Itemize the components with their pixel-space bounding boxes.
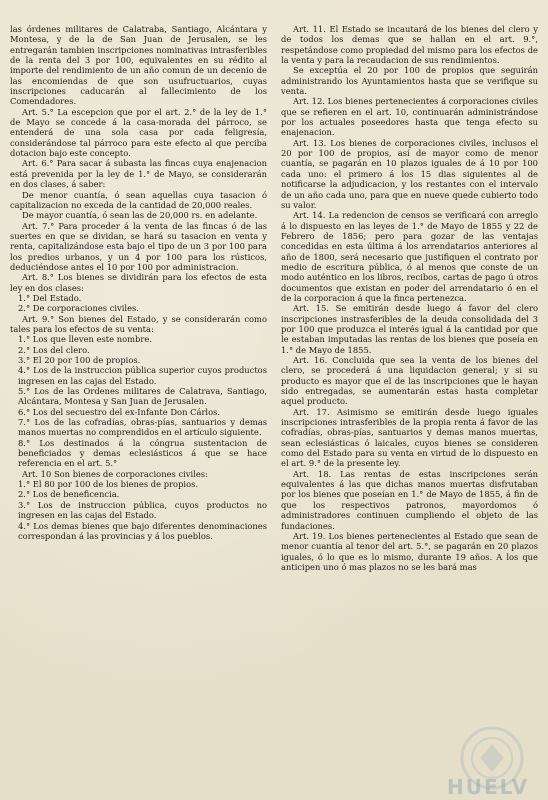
paragraph: Art. 19. Los bienes pertenecientes al Estado que sean de menor cuantía al tenor del art. 5.°, se pagarán en 20 plazos iguales, ó lo que es lo mismo, durante 19 años. A los que anticipen uno ó mas plazos no se les bará mas xyxy=(281,530,538,572)
paragraph: 8.° Los destinados á la cóngrua sustentacion de beneficiados y demas eclesiásticos á que se hace referencia en el art. 5.° xyxy=(18,437,267,469)
paragraph: Art. 18. Las rentas de estas inscripciones serán equivalentes á las que dichas manos muertas disfrutaban por los bienes que poseían en 1.° de Mayo de 1855, á fin de que los respectivos patronos, mayordomos ó administradores continuen cumpliendo el objeto de las fundaciones. xyxy=(281,468,538,531)
paragraph: Art. 13. Los bienes de corporaciones civiles, inclusos el 20 por 100 de propios, así de mayor como de menor cuantía, se pagarán en 10 plazos iguales de á 10 por 100 cada uno: el primero á los 15 dias siguientes al de notificarse la adjudicacion, y los restantes con el intervalo de un año cada uno, para que en nueve quede cubierto todo su valor. xyxy=(281,137,538,210)
paragraph: Art. 5.° La escepcion que por el art. 2.° de la ley de 1.° de Mayo se concede á la casa-morada del párroco, se entenderá de una sola casa por cada feligresía, considerándose tal párroco para este efecto al que perciba dotacion bajo este concepto. xyxy=(10,106,267,159)
paragraph: las órdenes militares de Calatraba, Santiago, Alcántara y Montesa, y de la de San Juan de Jerusalen, se les entregarán tambien inscripciones nominativas intrasferibles de la renta del 3 por 100, equivalentes en su rédito al importe del rendimiento de un año comun de un decenio de las encomiendas de que son usufructuarios, cuyas inscripciones caducarán al fallecimiento de los Comendadores. xyxy=(10,24,267,107)
paragraph: 1.° El 80 por 100 de los bienes de propios. xyxy=(18,479,199,490)
paragraph: Art. 17. Asimismo se emitirán desde luego iguales inscripciones intrasferibles de la propia renta á favor de las cofradías, obras-pías, santuarios y demas manos muertas, sean eclesiásticas ó laicales, cuyos bienes se consideren como del Estado para su venta en virtud de lo dispuesto en el art. 9.° de la presente ley. xyxy=(281,406,538,469)
paragraph: 3.° El 20 por 100 de propios. xyxy=(18,355,141,365)
paragraph: 4.° Los de la instruccion pública superior cuyos productos ingresen en las cajas del Estado. xyxy=(18,365,267,386)
paragraph: 2.° Los del clero. xyxy=(18,344,90,355)
paragraph: 5.° Los de las Ordenes militares de Calatrava, Santiago, Alcántara, Montesa y San Juan de Jerusalen. xyxy=(18,386,267,407)
paragraph: Art. 16. Concluida que sea la venta de los bienes del clero, se procederá á una liquidacion general; y si su producto es mayor que el de las inscripciones que le hayan sido entregadas, se aumentarán estas hasta completar aquel producto. xyxy=(281,355,538,407)
paragraph: De menor cuantía, ó sean aquellas cuya tasacion ó capitalizacion no exceda de la cantidad de 20,000 reales. xyxy=(10,189,267,210)
paragraph: De mayor cuantía, ó sean las de 20,000 rs. en adelante. xyxy=(22,210,258,221)
paragraph: 2.° De corporaciones civiles. xyxy=(18,303,139,314)
paragraph: Se exceptúa el 20 por 100 de propios que seguirán administrando los Ayuntamientos hasta que se verifique su venta. xyxy=(281,65,538,97)
paragraph: 1.° Los que lleven este nombre. xyxy=(18,334,152,345)
paragraph: 3.° Los de instruccion pública, cuyos productos no ingresen en las cajas del Estado. xyxy=(18,499,267,521)
paragraph: Art. 6.° Para sacar á subasta las fincas cuya enajenacion está prevenida por la ley de 1.° de Mayo, se considerarán en dos clases, á saber: xyxy=(10,158,267,190)
paragraph: Art. 14. La redencion de censos se verificará con arreglo á lo dispuesto en las leyes de 1.° de Mayo de 1855 y 22 de Febrero de 1856; pero para gozar de las ventajas concedidas en esta última á los arrendatarios anteriores al año de 1800, será necesario que justifiquen el contrato por medio de escritura pública, ó al menos que conste de un modo auténtico en los libros, recibos, cartas de pago ú otros documentos que existan en poder del arrendatario ó en el de la corporacion á que la finca pertenezca. xyxy=(281,210,538,303)
paragraph: Art. 11. El Estado se incautará de los bienes del clero y de todos los demas que se hallan en el art. 9.°, respetándose como propiedad del mismo para los efectos de la venta y para la recaudacion de sus rendimientos. xyxy=(281,24,538,66)
left-column xyxy=(10,24,267,541)
paragraph: 1.° Del Estado. xyxy=(18,292,82,303)
paragraph: 4.° Los demas bienes que bajo diferentes denominaciones correspondan á las provincias y á los pueblos. xyxy=(18,520,267,541)
paragraph: Art. 10 Son bienes de corporaciones civiles: xyxy=(22,468,208,479)
paragraph: Art. 12. Los bienes pertenecientes á corporaciones civiles que se refieren en el art. 10, continuarán administrándose por los actuales poseedores hasta que tenga efecto su enajenacion. xyxy=(281,96,538,138)
paragraph: Art. 15. Se emitirán desde luego á favor del clero inscripciones instrasferibles de la deuda consolidada del 3 por 100 que produzca el interés igual á la cantidad por que le estaban imputadas las rentas de los bienes que poseía en 1.° de Mayo de 1855. xyxy=(281,303,538,355)
paragraph: 6.° Los del secuestro del ex-Infante Don Cárlos. xyxy=(18,406,221,417)
archive-watermark-text: HUELV xyxy=(447,775,530,799)
paragraph: Art. 8.° Los bienes se dividirán para los efectos de esta ley en dos clases: xyxy=(10,272,267,293)
paragraph: 7.° Los de las cofradías, obras-pías, santuarios y demas manos muertas no comprendidos en el artículo siguiente. xyxy=(18,417,267,438)
paragraph: 2.° Los de beneficencia. xyxy=(18,489,120,500)
paragraph: Art. 7.° Para proceder á la venta de las fincas ó de las suertes en que se dividan, se hará su tasacion en venta y renta, capitalizándose esta bajo el tipo de un 3 por 100 para los predios urbanos, y un 4 por 100 para los rústicos, deduciéndose antes el 10 por 100 por administracion. xyxy=(10,220,267,272)
paragraph: Art. 9.° Son bienes del Estado, y se considerarán como tales para los efectos de su venta: xyxy=(10,313,267,334)
right-column xyxy=(281,24,538,572)
